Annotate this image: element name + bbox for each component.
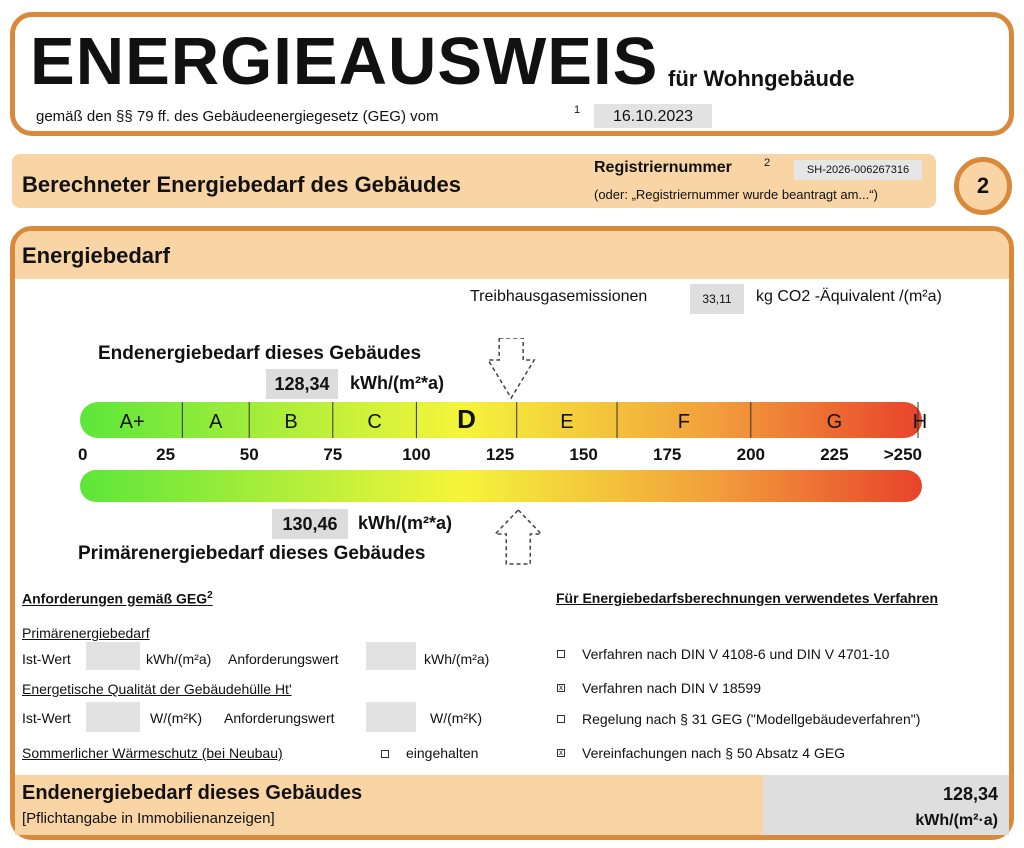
section-title: Berechneter Energiebedarf des Gebäudes (22, 172, 461, 197)
primary-required-field (366, 642, 416, 670)
method-label-3: Regelung nach § 31 GEG ("Modellgebäudeverfahren") (582, 711, 921, 727)
energy-scale (78, 338, 928, 574)
document-title: ENERGIEAUSWEIS (30, 24, 659, 99)
envelope-heading: Energetische Qualität der Gebäudehülle Ht' (22, 681, 292, 697)
summary-note: [Pflichtangabe in Immobilienanzeigen] (22, 810, 275, 827)
method-label-2: Verfahren nach DIN V 18599 (582, 680, 762, 696)
energy-class-label: H (912, 411, 928, 433)
scale-tick-label: 200 (736, 445, 765, 464)
scale-tick-label: >250 (883, 445, 922, 464)
primary-energy-value: 130,46 (272, 509, 348, 539)
summary-title: Endenergiebedarf dieses Gebäudes (22, 782, 363, 804)
registration-hint: (oder: „Registriernummer wurde beantragt am...“) (594, 187, 878, 202)
scale-tick-label: 75 (323, 445, 343, 464)
requirements-title: Anforderungen gemäß GEG$^2$ (22, 590, 213, 607)
document-subtitle: für Wohngebäude (668, 66, 855, 91)
scale-tick-label: 0 (78, 445, 88, 464)
primary-demand-heading: Primärenergiebedarf (22, 625, 150, 641)
issue-date: 16.10.2023 (594, 104, 712, 128)
method-checkbox-3[interactable] (557, 715, 565, 723)
scale-tick-label: 175 (653, 445, 682, 464)
energy-class-label: C (367, 411, 382, 433)
energy-class-label: G (826, 411, 843, 433)
envelope-actual-unit: W/(m²K) (150, 710, 203, 726)
energy-class-label: A (209, 411, 223, 433)
primary-energy-unit: kWh/(m²*a) (358, 513, 452, 533)
method-checkbox-1[interactable] (557, 650, 565, 658)
gradient-bar (80, 470, 922, 502)
energy-demand-title: Energiebedarf (22, 243, 170, 268)
scale-tick-label: 225 (820, 445, 849, 464)
legal-basis: gemäß den §§ 79 ff. des Gebäudeenergiegesetz (GEG) vom (36, 108, 439, 125)
primary-required-unit: kWh/(m²a) (424, 651, 490, 667)
primary-required-label: Anforderungswert (228, 651, 339, 667)
energy-class-label: D (457, 404, 476, 434)
summer-protection-check-label: eingehalten (406, 745, 479, 761)
envelope-required-label: Anforderungswert (224, 710, 335, 726)
ghg-unit: kg CO2 -Äquivalent /(m²a) (756, 288, 942, 305)
method-label-1: Verfahren nach DIN V 4108-6 und DIN V 4701-10 (582, 646, 890, 662)
summary-value: 128,34 (942, 784, 998, 804)
ghg-value: 33,11 (690, 284, 744, 314)
primary-energy-marker (495, 510, 541, 564)
energy-class-label: F (677, 411, 691, 433)
end-energy-value: 128,34 (266, 369, 338, 399)
energy-class-label: A+ (119, 411, 145, 433)
method-checkbox-4[interactable]: x (559, 748, 563, 757)
registration-number: SH-2026-006267316 (794, 160, 922, 180)
primary-actual-field (86, 642, 140, 670)
legal-footnote: 1 (574, 104, 581, 116)
end-energy-marker (488, 338, 534, 398)
end-energy-arrow-icon (488, 338, 534, 398)
primary-actual-label: Ist-Wert (22, 651, 71, 667)
primary-energy-arrow-icon (495, 510, 541, 564)
registration-label: Registriernummer (594, 159, 732, 176)
scale-tick-label: 150 (569, 445, 598, 464)
scale-tick-label: 25 (156, 445, 176, 464)
scale-tick-label: 50 (239, 445, 259, 464)
summer-protection-checkbox[interactable] (381, 750, 389, 758)
registration-footnote: 2 (764, 157, 771, 169)
envelope-required-field (366, 702, 416, 732)
method-label-4: Vereinfachungen nach § 50 Absatz 4 GEG (582, 745, 846, 761)
end-energy-unit: kWh/(m²*a) (350, 373, 444, 393)
summary-unit: kWh/(m²·a) (915, 812, 998, 829)
scale-tick-label: 100 (402, 445, 431, 464)
envelope-actual-label: Ist-Wert (22, 710, 71, 726)
envelope-required-unit: W/(m²K) (430, 710, 483, 726)
summer-protection-label: Sommerlicher Wärmeschutz (bei Neubau) (22, 745, 283, 761)
methods-title: Für Energiebedarfsberechnungen verwendetes Verfahren (556, 590, 939, 606)
ghg-label: Treibhausgasemissionen (470, 288, 648, 305)
scale-tick-label: 125 (485, 445, 515, 464)
page-number-badge: 2 (954, 157, 1012, 215)
energy-class-label: B (284, 411, 298, 433)
end-energy-label: Endenergiebedarf dieses Gebäudes (98, 343, 422, 364)
envelope-actual-field (86, 702, 140, 732)
energy-class-label: E (560, 411, 574, 433)
class-band (80, 402, 922, 438)
primary-energy-label: Primärenergiebedarf dieses Gebäudes (78, 543, 426, 564)
method-checkbox-2[interactable]: x (559, 683, 563, 692)
primary-actual-unit: kWh/(m²a) (146, 651, 212, 667)
